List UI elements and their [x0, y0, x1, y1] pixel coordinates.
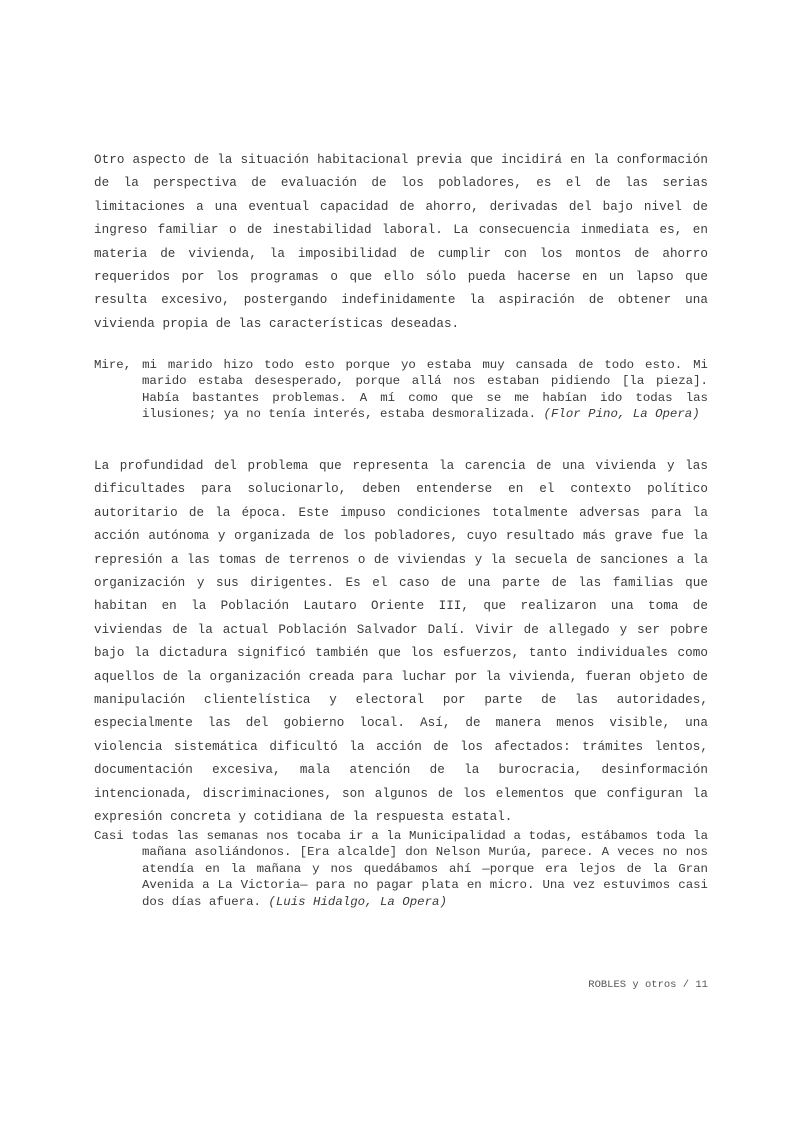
quote-citation: (Luis Hidalgo, La Opera) [268, 894, 447, 909]
block-quote [94, 357, 708, 423]
page-footer: ROBLES y otros / 11 [588, 979, 708, 991]
body-paragraph: Otro aspecto de la situación habitacional previa que incidirá en la conformación de la perspectiva de evaluación de los pobladores, es el de las serias limitaciones a una eventual capacidad de ahorro, derivadas del bajo nivel de ingreso familiar o de inestabilidad laboral. La consecuencia inmediata es, en materia de vivienda, la imposibilidad de cumplir con los montos de ahorro requeridos por los programas o que ello sólo pueda hacerse en un lapso que resulta excesivo, postergando indefinidamente la aspiración de obtener una vivienda propia de las características deseadas. [94, 153, 708, 331]
body-paragraph: La profundidad del problema que representa la carencia de una vivienda y las dificultades para solucionarlo, deben entenderse en el contexto político autoritario de la época. Este impuso condiciones totalmente adversas para la acción autónoma y organizada de los pobladores, cuyo resultado más grave fue la represión a las tomas de terrenos o de viviendas y la secuela de sanciones a la organización y sus dirigentes. Es el caso de una parte de las familias que habitan en la Población Lautaro Oriente III, que realizaron una toma de viviendas de la actual Población Salvador Dalí. Vivir de allegado y ser pobre bajo la dictadura significó también que los esfuerzos, tanto individuales como aquellos de la organización creada para luchar por la vivienda, fueran objeto de manipulación clientelística y electoral por parte de las autoridades, especialmente las del gobierno local. Así, de manera menos visible, una violencia sistemática dificultó la acción de los afectados: trámites lentos, documentación excesiva, mala atención de la burocracia, desinformación intencionada, discriminaciones, son algunos de los elementos que configuran la expresión concreta y cotidiana de la respuesta estatal. [94, 459, 708, 825]
block-quote [94, 828, 708, 910]
quote-text: Casi todas las semanas nos tocaba ir a la Municipalidad a todas, estábamos toda la mañana asoliándonos. [Era alcalde] don Nelson Murúa, parece. A veces no nos atendía en la mañana y nos quedábamos ahí —porque era lejos de la Gran Avenida a La Victoria— para no pagar plata en micro. Una vez estuvimos casi dos días afuera. [94, 829, 708, 909]
quote-text: Mire, mi marido hizo todo esto porque yo estaba muy cansada de todo esto. Mi marido estaba desesperado, porque allá nos estaban pidiendo [la pieza]. Había bastantes problemas. A mí como que se me habían ido todas las ilusiones; ya no tenía interés, estaba desmoralizada. [94, 358, 708, 422]
quote-citation: (Flor Pino, La Opera) [543, 407, 700, 422]
